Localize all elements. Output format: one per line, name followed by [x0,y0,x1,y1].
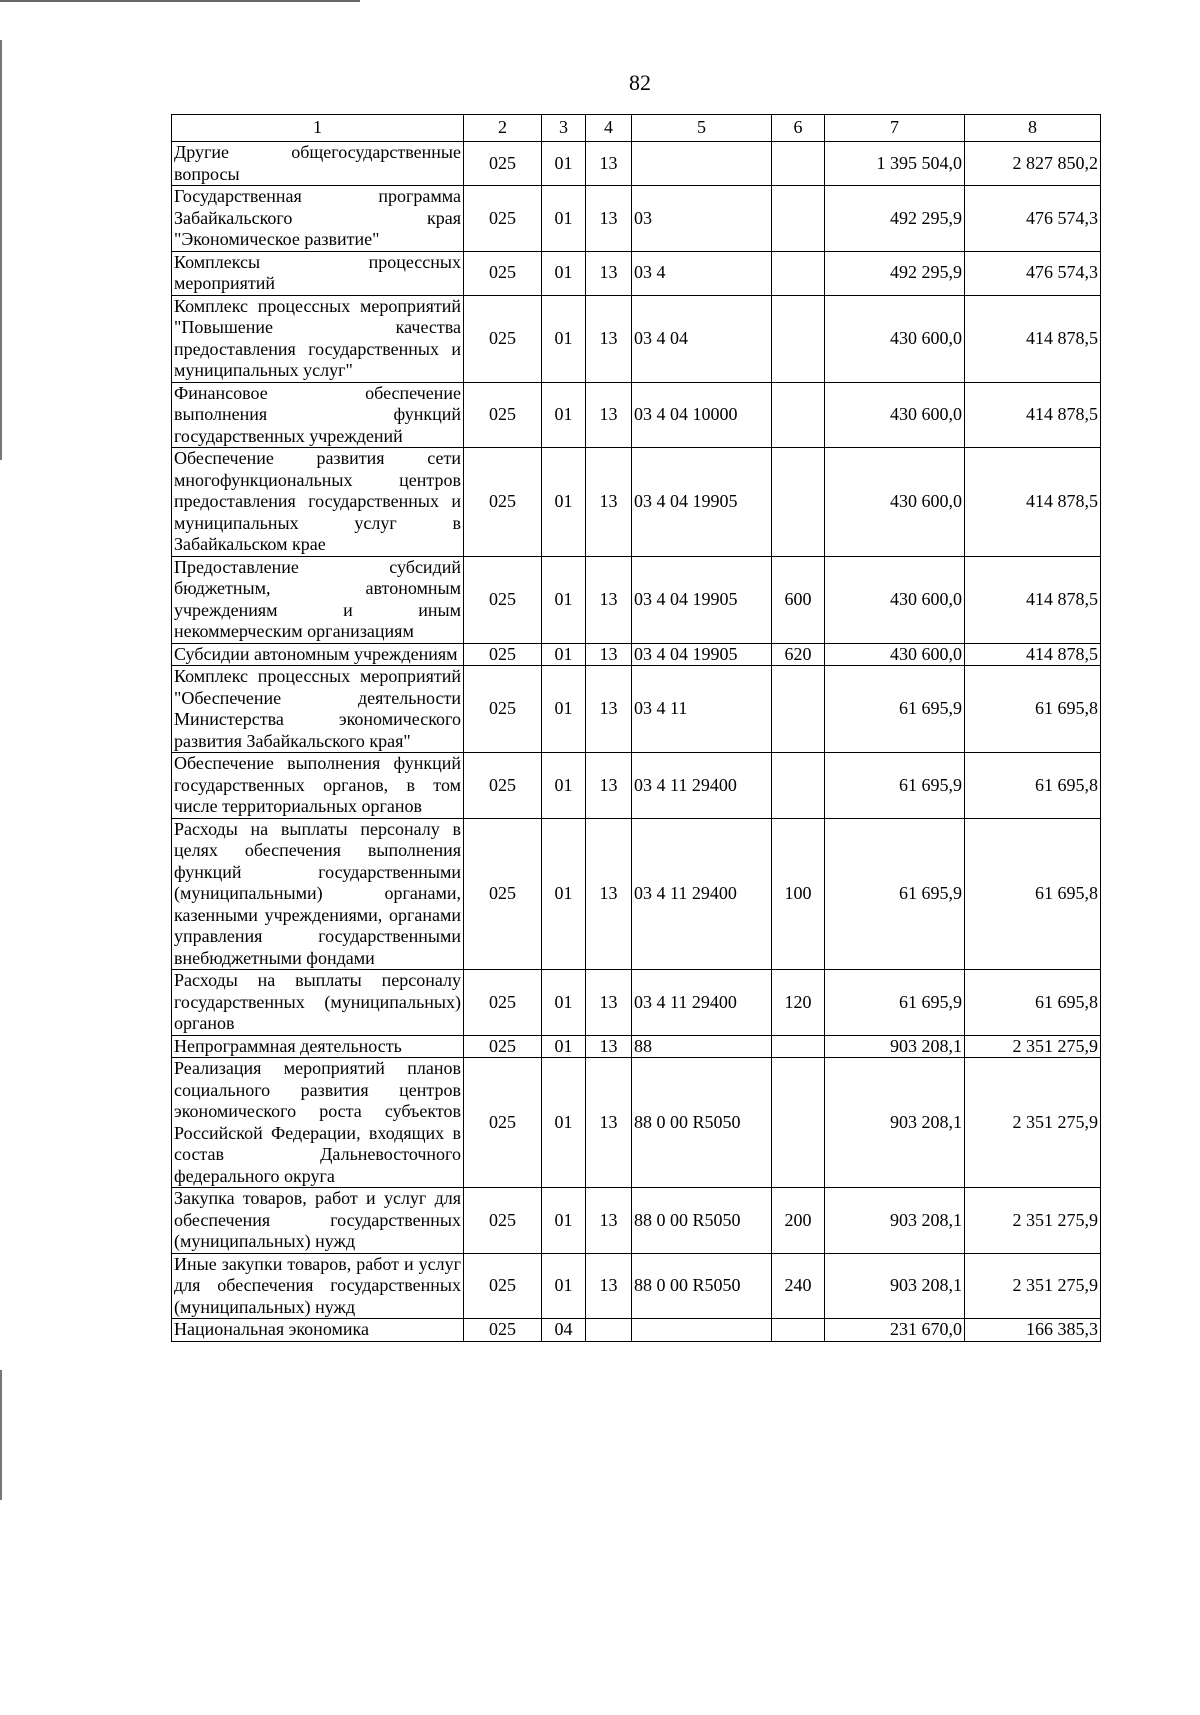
table-row [172,643,1101,666]
table-row [172,753,1101,819]
row-name: Национальная экономика [172,1319,464,1342]
cell-subsection: 13 [586,142,632,186]
table-row [172,1035,1101,1058]
cell-amount-col7: 903 208,1 [825,1253,965,1319]
cell-amount-col7: 903 208,1 [825,1188,965,1254]
cell-expense-type [772,251,825,295]
cell-ministry: 025 [464,251,542,295]
cell-subsection: 13 [586,251,632,295]
scan-left-edge [0,40,2,460]
cell-target-article: 88 0 00 R5050 [632,1253,772,1319]
cell-expense-type: 100 [772,818,825,970]
scan-top-edge [0,0,360,2]
cell-amount-col7: 61 695,9 [825,753,965,819]
cell-amount-col7: 492 295,9 [825,186,965,252]
col-header: 7 [825,115,965,142]
cell-ministry: 025 [464,643,542,666]
cell-expense-type [772,753,825,819]
row-name: Обеспечение развития сети многофункциональных центров предоставления государственных и муниципальных услуг в Забайкальском крае [172,448,464,557]
cell-ministry: 025 [464,295,542,382]
cell-section: 01 [542,1253,586,1319]
cell-amount-col8: 2 351 275,9 [965,1253,1101,1319]
cell-expense-type: 620 [772,643,825,666]
cell-subsection: 13 [586,1035,632,1058]
row-name: Предоставление субсидий бюджетным, автономным учреждениям и иным некоммерческим организациям [172,556,464,643]
cell-amount-col8: 61 695,8 [965,753,1101,819]
cell-subsection: 13 [586,1188,632,1254]
cell-amount-col8: 414 878,5 [965,382,1101,448]
table-row [172,448,1101,557]
cell-amount-col7: 430 600,0 [825,643,965,666]
cell-expense-type [772,448,825,557]
table-row [172,1188,1101,1254]
cell-target-article: 03 [632,186,772,252]
cell-amount-col8: 414 878,5 [965,643,1101,666]
cell-section: 01 [542,1058,586,1188]
cell-amount-col8: 414 878,5 [965,556,1101,643]
table-row [172,186,1101,252]
cell-amount-col8: 476 574,3 [965,186,1101,252]
cell-section: 01 [542,251,586,295]
cell-target-article: 03 4 11 [632,666,772,753]
row-name: Закупка товаров, работ и услуг для обеспечения государственных (муниципальных) нужд [172,1188,464,1254]
cell-section: 01 [542,382,586,448]
cell-section: 01 [542,666,586,753]
cell-subsection: 13 [586,818,632,970]
cell-ministry: 025 [464,666,542,753]
table-header-row [172,115,1101,142]
cell-expense-type [772,1058,825,1188]
row-name: Субсидии автономным учреждениям [172,643,464,666]
row-name: Обеспечение выполнения функций государственных органов, в том числе территориальных органов [172,753,464,819]
cell-subsection: 13 [586,643,632,666]
table-row [172,295,1101,382]
cell-amount-col7: 903 208,1 [825,1035,965,1058]
row-name: Государственная программа Забайкальского края "Экономическое развитие" [172,186,464,252]
cell-subsection: 13 [586,556,632,643]
scan-left-edge-lower [0,1370,2,1500]
cell-subsection: 13 [586,1058,632,1188]
cell-target-article: 03 4 11 29400 [632,753,772,819]
cell-amount-col8: 61 695,8 [965,666,1101,753]
col-header: 3 [542,115,586,142]
cell-amount-col8: 414 878,5 [965,295,1101,382]
cell-section: 01 [542,186,586,252]
table-row [172,1058,1101,1188]
cell-subsection: 13 [586,295,632,382]
cell-amount-col7: 61 695,9 [825,666,965,753]
cell-section: 01 [542,556,586,643]
cell-amount-col8: 414 878,5 [965,448,1101,557]
cell-amount-col8: 61 695,8 [965,818,1101,970]
table-row [172,556,1101,643]
cell-amount-col7: 231 670,0 [825,1319,965,1342]
budget-table [171,114,1101,1342]
cell-expense-type [772,1319,825,1342]
cell-amount-col7: 430 600,0 [825,448,965,557]
col-header: 4 [586,115,632,142]
cell-expense-type: 240 [772,1253,825,1319]
cell-target-article: 03 4 04 [632,295,772,382]
col-header: 8 [965,115,1101,142]
cell-target-article: 03 4 04 19905 [632,556,772,643]
cell-amount-col8: 476 574,3 [965,251,1101,295]
cell-subsection: 13 [586,753,632,819]
row-name: Комплекс процессных мероприятий "Повышение качества предоставления государственных и муниципальных услуг" [172,295,464,382]
cell-target-article: 03 4 04 10000 [632,382,772,448]
cell-ministry: 025 [464,753,542,819]
table-row [172,1253,1101,1319]
table-body [172,142,1101,1342]
cell-target-article: 03 4 [632,251,772,295]
cell-expense-type [772,186,825,252]
cell-subsection: 13 [586,970,632,1036]
cell-target-article: 03 4 11 29400 [632,970,772,1036]
cell-expense-type [772,382,825,448]
cell-section: 01 [542,970,586,1036]
cell-amount-col8: 2 351 275,9 [965,1035,1101,1058]
row-name: Другие общегосударственные вопросы [172,142,464,186]
cell-section: 01 [542,1035,586,1058]
cell-expense-type: 120 [772,970,825,1036]
cell-amount-col8: 61 695,8 [965,970,1101,1036]
col-header: 1 [172,115,464,142]
cell-target-article: 88 [632,1035,772,1058]
row-name: Иные закупки товаров, работ и услуг для обеспечения государственных (муниципальных) нужд [172,1253,464,1319]
row-name: Комплексы процессных мероприятий [172,251,464,295]
cell-subsection: 13 [586,186,632,252]
cell-target-article [632,142,772,186]
cell-section: 01 [542,142,586,186]
cell-section: 01 [542,818,586,970]
row-name: Комплекс процессных мероприятий "Обеспечение деятельности Министерства экономического развития Забайкальского края" [172,666,464,753]
cell-amount-col7: 903 208,1 [825,1058,965,1188]
table-row [172,382,1101,448]
cell-target-article: 03 4 11 29400 [632,818,772,970]
cell-ministry: 025 [464,142,542,186]
cell-ministry: 025 [464,970,542,1036]
table-row [172,818,1101,970]
cell-ministry: 025 [464,556,542,643]
cell-amount-col7: 1 395 504,0 [825,142,965,186]
row-name: Расходы на выплаты персоналу в целях обеспечения выполнения функций государственными (муниципальными) органами, казенными учреждениями, органами управления государственными внебюджетными фондами [172,818,464,970]
cell-amount-col8: 2 827 850,2 [965,142,1101,186]
table-row [172,142,1101,186]
cell-expense-type [772,666,825,753]
col-header: 2 [464,115,542,142]
cell-target-article: 03 4 04 19905 [632,448,772,557]
page-number: 82 [629,70,651,95]
cell-amount-col7: 430 600,0 [825,295,965,382]
cell-section: 01 [542,295,586,382]
cell-target-article: 03 4 04 19905 [632,643,772,666]
cell-subsection [586,1319,632,1342]
cell-expense-type [772,295,825,382]
cell-ministry: 025 [464,1035,542,1058]
cell-amount-col8: 2 351 275,9 [965,1188,1101,1254]
cell-ministry: 025 [464,818,542,970]
cell-subsection: 13 [586,448,632,557]
row-name: Реализация мероприятий планов социального развития центров экономического роста субъектов Российской Федерации, входящих в состав Дальневосточного федерального округа [172,1058,464,1188]
row-name: Непрограммная деятельность [172,1035,464,1058]
cell-expense-type [772,142,825,186]
cell-section: 01 [542,448,586,557]
cell-section: 01 [542,753,586,819]
row-name: Финансовое обеспечение выполнения функций государственных учреждений [172,382,464,448]
cell-section: 01 [542,1188,586,1254]
cell-amount-col8: 166 385,3 [965,1319,1101,1342]
cell-ministry: 025 [464,186,542,252]
cell-amount-col7: 61 695,9 [825,970,965,1036]
table-row [172,251,1101,295]
row-name: Расходы на выплаты персоналу государственных (муниципальных) органов [172,970,464,1036]
cell-amount-col8: 2 351 275,9 [965,1058,1101,1188]
cell-ministry: 025 [464,1253,542,1319]
cell-subsection: 13 [586,382,632,448]
cell-subsection: 13 [586,1253,632,1319]
table-row [172,1319,1101,1342]
table-row [172,970,1101,1036]
cell-amount-col7: 492 295,9 [825,251,965,295]
cell-expense-type [772,1035,825,1058]
cell-target-article: 88 0 00 R5050 [632,1188,772,1254]
cell-expense-type: 600 [772,556,825,643]
col-header: 5 [632,115,772,142]
cell-target-article [632,1319,772,1342]
cell-amount-col7: 430 600,0 [825,556,965,643]
cell-section: 04 [542,1319,586,1342]
cell-ministry: 025 [464,1058,542,1188]
col-header: 6 [772,115,825,142]
cell-ministry: 025 [464,448,542,557]
cell-section: 01 [542,643,586,666]
cell-expense-type: 200 [772,1188,825,1254]
cell-amount-col7: 430 600,0 [825,382,965,448]
cell-target-article: 88 0 00 R5050 [632,1058,772,1188]
cell-ministry: 025 [464,1188,542,1254]
cell-amount-col7: 61 695,9 [825,818,965,970]
cell-ministry: 025 [464,1319,542,1342]
cell-ministry: 025 [464,382,542,448]
table-row [172,666,1101,753]
cell-subsection: 13 [586,666,632,753]
